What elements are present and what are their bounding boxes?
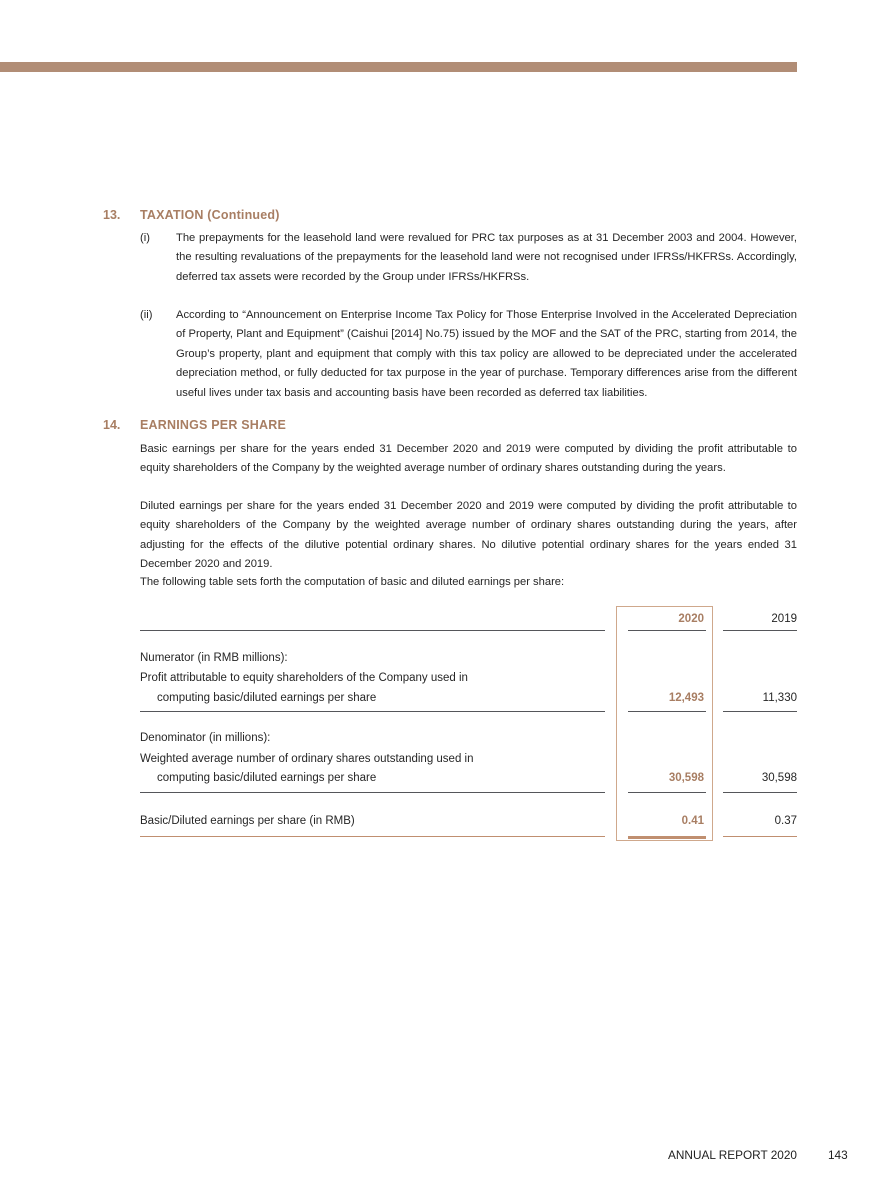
- table-row: [140, 671, 797, 685]
- table-bottom-rule: [140, 836, 797, 839]
- weighted-label-line1: Weighted average number of ordinary shares outstanding used in: [140, 752, 474, 765]
- eps-table: [140, 606, 797, 848]
- eps-label: Basic/Diluted earnings per share (in RMB): [140, 814, 355, 827]
- eps-value-2019: 0.37: [774, 814, 797, 827]
- table-header-rule: [140, 630, 797, 631]
- table-row: [140, 814, 797, 828]
- eps-value-2020: 0.41: [681, 814, 704, 827]
- table-header-2019: 2019: [771, 613, 797, 625]
- footer-page-number: 143: [828, 1148, 848, 1162]
- weighted-value-2020: 30,598: [668, 772, 704, 784]
- numerator-heading: Numerator (in RMB millions):: [140, 652, 288, 664]
- profit-value-2020: 12,493: [668, 691, 704, 704]
- section13-title: TAXATION (Continued): [140, 208, 280, 222]
- table-row: [140, 731, 797, 745]
- weighted-value-2019: 30,598: [761, 772, 797, 784]
- section13-number: 13.: [103, 208, 121, 222]
- profit-label-line2: computing basic/diluted earnings per share: [157, 691, 377, 704]
- denominator-heading: Denominator (in millions):: [140, 732, 271, 744]
- table-row: [140, 771, 797, 785]
- item-i-label: (i): [140, 232, 150, 244]
- item-i-text: The prepayments for the leasehold land were revalued for PRC tax purposes as at 31 December 2003 and 2004. However, the resulting revaluations of the prepayments for the leasehold land were not recognised under IFRSs/HKFRSs. Accordingly, deferred tax assets were recorded by the Group under IFRSs/HKFRSs.: [176, 232, 797, 283]
- section14-paragraph-basic: Basic earnings per share for the years ended 31 December 2020 and 2019 were computed by dividing the profit attributable to equity shareholders of the Company by the weighted average number of ordinary shares outstanding during the years.: [140, 443, 797, 475]
- profit-label-line1: Profit attributable to equity shareholders of the Company used in: [140, 672, 468, 684]
- table-rule: [140, 711, 797, 712]
- accent-bar: [0, 62, 797, 72]
- footer-report-title: ANNUAL REPORT 2020: [668, 1148, 797, 1162]
- item-ii-label: (ii): [140, 309, 153, 321]
- section14-paragraph-table-intro: The following table sets forth the computation of basic and diluted earnings per share:: [140, 576, 565, 588]
- table-header-2020: 2020: [678, 613, 704, 625]
- table-header-row: [140, 612, 797, 626]
- table-row: [140, 752, 797, 766]
- weighted-label-line2: computing basic/diluted earnings per share: [157, 772, 377, 784]
- table-header-spacer: [140, 612, 605, 626]
- table-row: [140, 691, 797, 705]
- section14-title: EARNINGS PER SHARE: [140, 418, 286, 432]
- section14-paragraph-diluted: Diluted earnings per share for the years ended 31 December 2020 and 2019 were computed by dividing the profit attributable to equity shareholders of the Company by the weighted average number of ordinary shares outstanding during the years, after adjusting for the effects of the dilutive potential ordinary shares. No dilutive potential ordinary shares for the years ended 31 December 2020 and 2019.: [140, 500, 797, 571]
- profit-value-2019: 11,330: [762, 691, 797, 704]
- table-2020-highlight-box: [616, 606, 713, 841]
- table-rule: [140, 792, 797, 793]
- section14-number: 14.: [103, 418, 121, 432]
- table-row: [140, 651, 797, 665]
- item-ii-text: According to “Announcement on Enterprise Income Tax Policy for Those Enterprise Involved in the Accelerated Depreciation of Property, Plant and Equipment” (Caishui [2014] No.75) issued by the MOF and the SAT of the PRC, starting from 2014, the Group’s property, plant and equipment that comply with this tax policy are allowed to be depreciated under the accelerated depreciation method, or fully deducted for tax purpose in the year of purchase. Temporary differences arise from the different useful lives under tax basis and accounting basis have been recorded as deferred tax liabilities.: [176, 309, 797, 399]
